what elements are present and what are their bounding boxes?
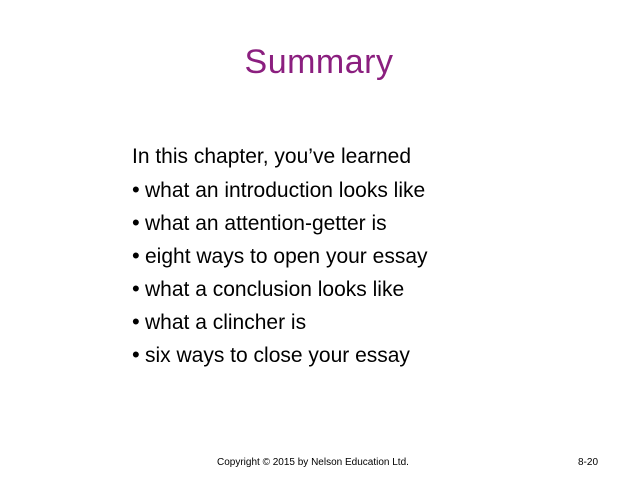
- bullet-icon: •: [132, 342, 140, 367]
- bullet-list: [132, 173, 602, 371]
- footer-page-number: 8-20: [578, 457, 599, 468]
- bullet-item: [132, 173, 602, 206]
- bullet-icon: •: [132, 243, 140, 268]
- bullet-icon: •: [132, 309, 140, 334]
- bullet-item: [132, 206, 602, 239]
- bullet-text: six ways to close your essay: [145, 344, 410, 367]
- bullet-icon: •: [132, 210, 140, 235]
- bullet-text: eight ways to open your essay: [145, 245, 428, 268]
- slide-title: Summary: [244, 43, 394, 81]
- bullet-text: what an attention-getter is: [145, 212, 387, 235]
- bullet-text: what a conclusion looks like: [145, 278, 405, 301]
- bullet-item: [132, 239, 602, 272]
- bullet-icon: •: [132, 276, 140, 301]
- bullet-icon: •: [132, 177, 140, 202]
- bullet-item: [132, 272, 602, 305]
- bullet-item: [132, 305, 602, 338]
- intro-text: In this chapter, you’ve learned: [132, 145, 412, 168]
- bullet-item: [132, 338, 602, 371]
- slide-body: [132, 140, 602, 371]
- footer-copyright: Copyright © 2015 by Nelson Education Ltd.: [217, 457, 409, 468]
- bullet-text: what a clincher is: [145, 311, 307, 334]
- bullet-text: what an introduction looks like: [145, 179, 426, 202]
